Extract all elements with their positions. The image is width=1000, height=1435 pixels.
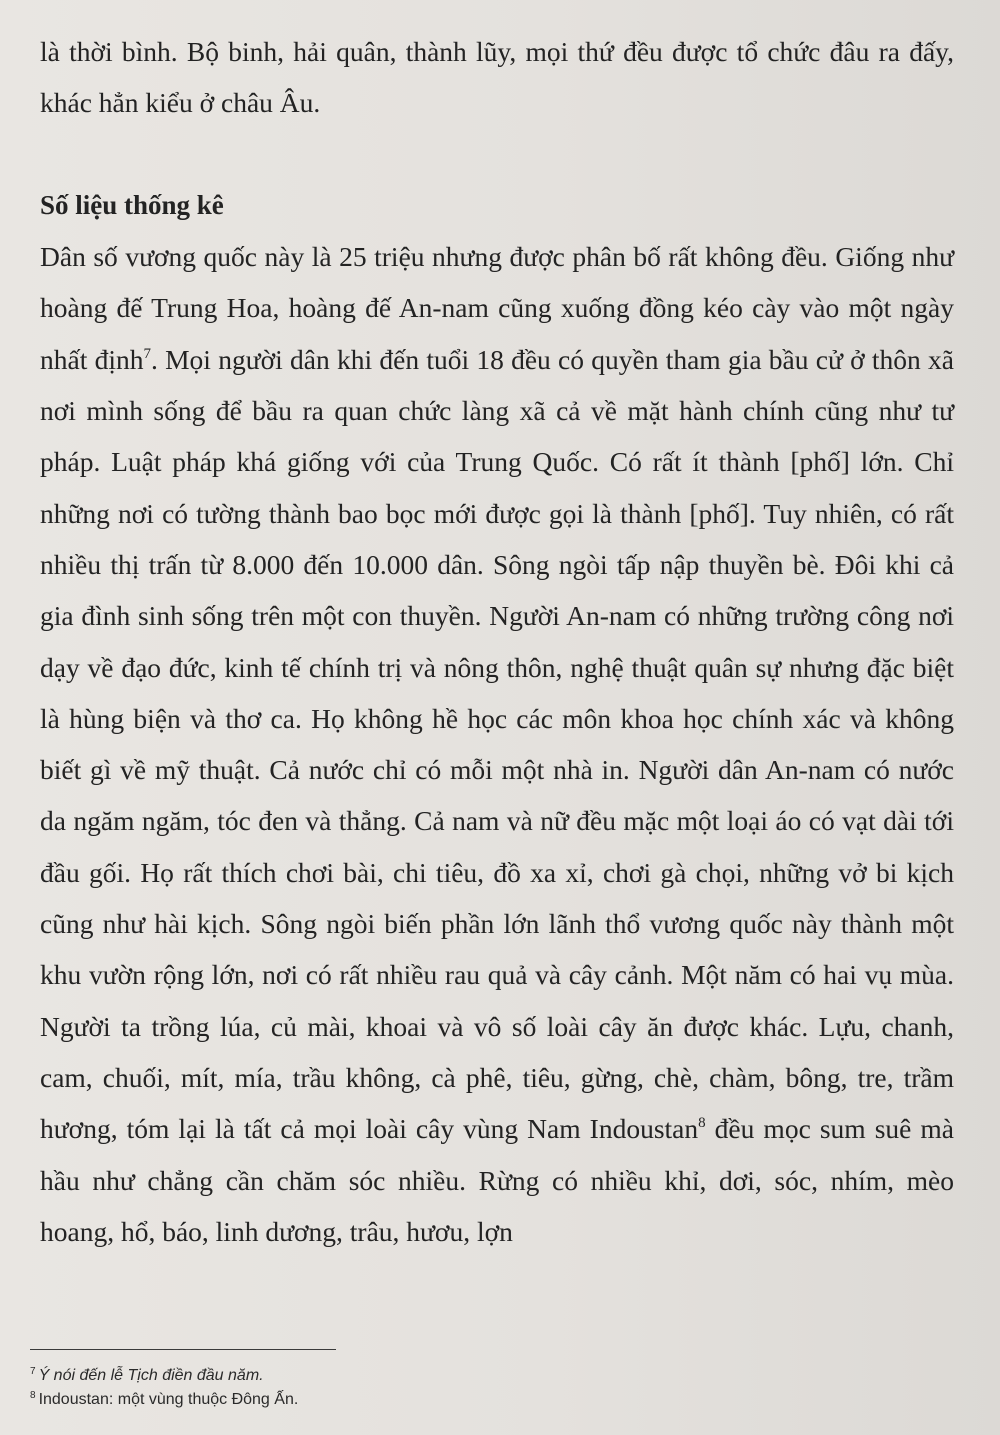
footnote-7 — [30, 1364, 930, 1388]
footnote-text: Ý nói đến lễ Tịch điền đầu năm. — [38, 1367, 264, 1384]
footnote-number: 8 — [30, 1390, 36, 1401]
continuation-paragraph: là thời bình. Bộ binh, hải quân, thành lũy, mọi thứ đều được tổ chức đâu ra đấy, khác hẳn kiểu ở châu Âu. — [40, 36, 954, 119]
footnote-ref-7: 7 — [143, 345, 151, 362]
footnote-text: Indoustan: một vùng thuộc Đông Ấn. — [38, 1391, 299, 1408]
footnotes — [30, 1364, 930, 1412]
footnote-8 — [30, 1388, 930, 1412]
footnote-number: 7 — [30, 1366, 36, 1377]
main-paragraph — [40, 231, 954, 1257]
body-text — [40, 26, 954, 1257]
footnote-ref-8: 8 — [698, 1115, 706, 1132]
main-paragraph-part-1: Dân số vương quốc này là 25 triệu nhưng được phân bố rất không đều. Giống như hoàng đế Trung Hoa, hoàng đế An-nam cũng xuống đồng kéo cày vào một ngày nhất định — [40, 241, 954, 375]
footnote-divider — [30, 1349, 336, 1350]
section-heading: Số liệu thống kê — [40, 189, 224, 220]
main-paragraph-part-2: . Mọi người dân khi đến tuổi 18 đều có quyền tham gia bầu cử ở thôn xã nơi mình sống để bầu ra quan chức làng xã cả về mặt hành chính cũng như tư pháp. Luật pháp khá giống với của Trung Quốc. Có rất ít thành [phố] lớn. Chỉ những nơi có tường thành bao bọc mới được gọi là thành [phố]. Tuy nhiên, có rất nhiều thị trấn từ 8.000 đến 10.000 dân. Sông ngòi tấp nập thuyền bè. Đôi khi cả gia đình sinh sống trên một con thuyền. Người An-nam có những trường công nơi dạy về đạo đức, kinh tế chính trị và nông thôn, nghệ thuật quân sự nhưng đặc biệt là hùng biện và thơ ca. Họ không hề học các môn khoa học chính xác và không biết gì về mỹ thuật. Cả nước chỉ có mỗi một nhà in. Người dân An-nam có nước da ngăm ngăm, tóc đen và thẳng. Cả nam và nữ đều mặc một loại áo có vạt dài tới đầu gối. Họ rất thích chơi bài, chi tiêu, đồ xa xỉ, chơi gà chọi, những vở bi kịch cũng như hài kịch. Sông ngòi biến phần lớn lãnh thổ vương quốc này thành một khu vườn rộng lớn, nơi có rất nhiều rau quả và cây cảnh. Một năm có hai vụ mùa. Người ta trồng lúa, củ mài, khoai và vô số loài cây ăn được khác. Lựu, chanh, cam, chuối, mít, mía, trầu không, cà phê, tiêu, gừng, chè, chàm, bông, tre, trầm hương, tóm lại là tất cả mọi loài cây vùng Nam Indoustan — [40, 343, 954, 1145]
main-paragraph-part-3: đều mọc sum suê mà hầu như chẳng cần chăm sóc nhiều. Rừng có nhiều khỉ, dơi, sóc, nhím, mèo hoang, hổ, báo, linh dương, trâu, hươu, lợn — [40, 1113, 954, 1247]
